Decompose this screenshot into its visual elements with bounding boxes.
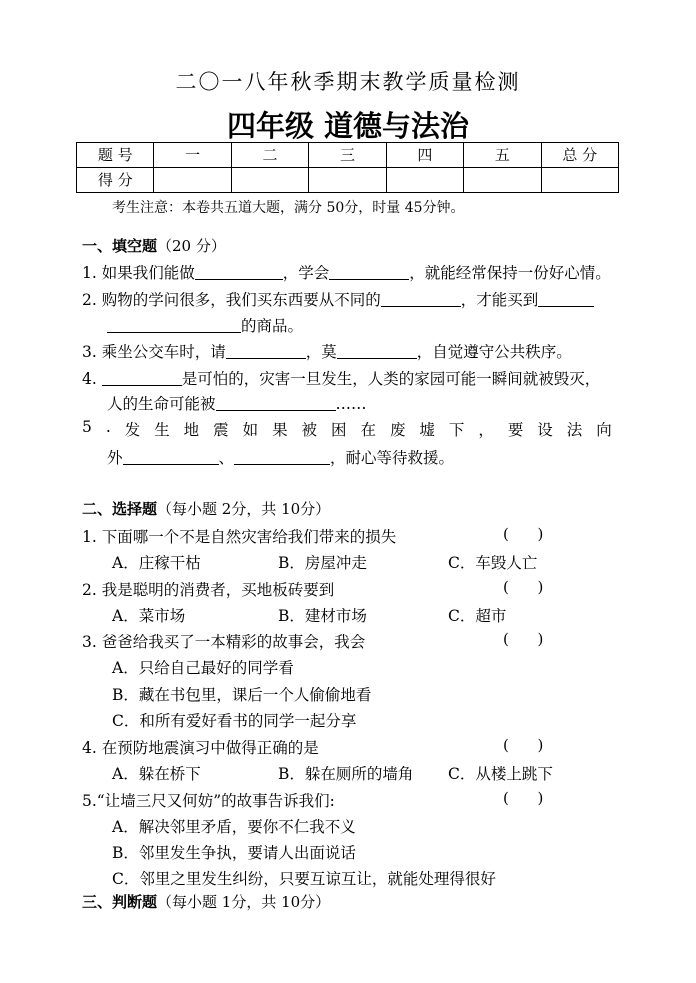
answer-blank[interactable] <box>381 291 461 307</box>
choice-option: B．躲在厕所的墙角 <box>278 765 414 783</box>
answer-parentheses[interactable]: ( ) <box>503 736 544 754</box>
choice-option: C．从楼上跳下 <box>448 765 553 783</box>
table-cell: 总 分 <box>541 143 618 168</box>
choice-option: A．躲在桥下 <box>112 765 201 783</box>
section-title: 一、填空题 <box>82 237 158 255</box>
section-title: 三、判断题 <box>82 893 158 911</box>
choice-question-5: 5.“让墙三尺又何妨”的故事告诉我们: <box>82 792 335 810</box>
fill-question-2-line-2: 的商品。 <box>107 314 303 336</box>
choice-option: B．房屋冲走 <box>278 554 367 572</box>
answer-blank[interactable] <box>226 343 306 359</box>
table-cell: 五 <box>464 143 541 168</box>
choice-option: C．车毁人亡 <box>448 554 538 572</box>
choice-option: B．邻里发生争执，要请人出面说话 <box>112 844 356 862</box>
section-score: （每小题 2分，共 10分） <box>157 500 331 518</box>
score-cell[interactable] <box>541 168 618 193</box>
choice-option: A．解决邻里矛盾，要你不仁我不义 <box>112 818 356 836</box>
choice-option: C．和所有爱好看书的同学一起分享 <box>112 712 357 730</box>
answer-blank[interactable] <box>216 395 336 411</box>
table-cell: 得 分 <box>77 168 154 193</box>
fill-question-4-line-2: 人的生命可能被 …… <box>107 395 367 413</box>
answer-blank[interactable] <box>538 291 594 307</box>
answer-parentheses[interactable]: ( ) <box>503 630 544 648</box>
answer-blank[interactable] <box>102 370 182 386</box>
score-table-score-row <box>77 168 619 193</box>
exam-title: 二〇一八年秋季期末教学质量检测 <box>175 70 521 94</box>
subject-title: 四年级 道德与法治 <box>226 109 470 143</box>
section-score: （每小题 1分，共 10分） <box>157 893 331 911</box>
fill-question-5: 5 . 发 生 地 震 如 果 被 困 在 废 墟 下 ， 要 设 法 向 <box>82 418 612 439</box>
table-cell: 一 <box>154 143 231 168</box>
fill-question-3: 3. 乘坐公交车时，请 ，莫 ，自觉遵守公共秩序。 <box>82 343 572 361</box>
section-score: （20 分） <box>157 237 226 255</box>
answer-blank[interactable] <box>234 449 330 465</box>
choice-option: B．藏在书包里，课后一个人偷偷地看 <box>112 686 372 704</box>
score-cell[interactable] <box>309 168 386 193</box>
choice-question-2: 2. 我是聪明的消费者，买地板砖要到 <box>82 581 335 599</box>
answer-blank[interactable] <box>107 317 241 333</box>
answer-blank[interactable] <box>337 343 417 359</box>
table-cell: 四 <box>386 143 463 168</box>
score-cell[interactable] <box>231 168 308 193</box>
score-cell[interactable] <box>154 168 231 193</box>
table-cell: 题 号 <box>77 143 154 168</box>
answer-blank[interactable] <box>195 264 283 280</box>
choice-option: B．建材市场 <box>278 607 367 625</box>
choice-option: A．庄稼干枯 <box>112 554 201 572</box>
choice-question-3: 3. 爸爸给我买了一本精彩的故事会，我会 <box>82 633 366 651</box>
answer-parentheses[interactable]: ( ) <box>503 789 544 807</box>
choice-option: C．邻里之里发生纠纷，只要互谅互让，就能处理得很好 <box>112 870 496 888</box>
score-table <box>76 142 619 193</box>
choice-option: C．超市 <box>448 607 507 625</box>
answer-blank[interactable] <box>123 449 219 465</box>
answer-parentheses[interactable]: ( ) <box>503 578 544 596</box>
fill-question-4: 4. 是可怕的，灾害一旦发生，人类的家园可能一瞬间就被毁灭， <box>82 370 601 388</box>
fill-question-2: 2. 购物的学问很多，我们买东西要从不同的 ，才能买到 <box>82 288 594 310</box>
exam-notice: 考生注意：本卷共五道大题，满分 50分，时量 45分钟。 <box>112 200 465 216</box>
choice-question-4: 4. 在预防地震演习中做得正确的是 <box>82 739 319 757</box>
answer-blank[interactable] <box>329 264 409 280</box>
answer-parentheses[interactable]: ( ) <box>503 525 544 543</box>
table-cell: 三 <box>309 143 386 168</box>
fill-question-1: 1. 如果我们能做 ，学会 ，就能经常保持一份好心情。 <box>82 264 611 282</box>
section-3-heading <box>82 891 330 912</box>
section-title: 二、选择题 <box>82 500 158 518</box>
score-table-header-row <box>77 143 619 168</box>
section-2-heading <box>82 498 330 519</box>
fill-question-5-line-2: 外 、 ，耐心等待救援。 <box>107 449 455 467</box>
score-cell[interactable] <box>386 168 463 193</box>
choice-option: A．只给自己最好的同学看 <box>112 659 294 677</box>
section-1-heading <box>82 235 226 256</box>
score-cell[interactable] <box>464 168 541 193</box>
table-cell: 二 <box>231 143 308 168</box>
choice-option: A．菜市场 <box>112 607 186 625</box>
choice-question-1: 1. 下面哪一个不是自然灾害给我们带来的损失 <box>82 528 397 546</box>
